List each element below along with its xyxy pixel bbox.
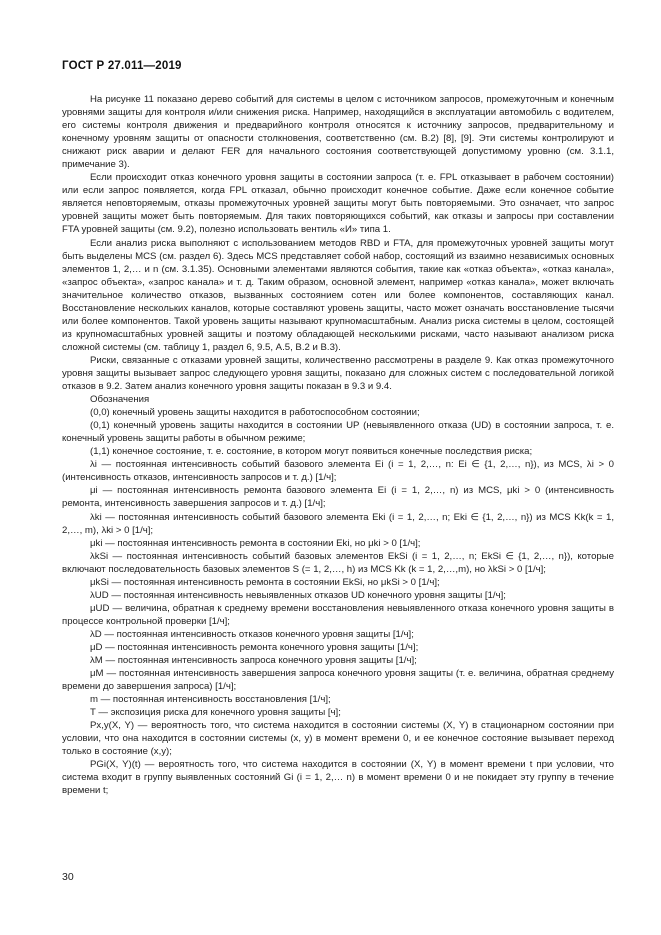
legend-item: μM — постоянная интенсивность завершения запроса конечного уровня защиты (т. е. величина, обратная среднему времени до завершения запроса) [1/ч];: [62, 668, 614, 693]
paragraph: Риски, связанные с отказами уровней защиты, количественно рассмотрены в разделе 9. Как отказ промежуточного уровня защиты вызывает запрос следующего уровня защиты, показано для сложных систем с последовательной логикой отказов в 9.2. Затем анализ конечного уровня защиты показан в 9.3 и 9.4.: [62, 354, 614, 393]
legend-item: (0,1) конечный уровень защиты находится в состоянии UP (невыявленного отказа (UD) в состоянии запроса, т. е. конечный уровень защиты работы в обычном режиме;: [62, 420, 614, 445]
legend-item: PGi(X, Y)(t) — вероятность того, что система находится в состоянии (X, Y) в момент времени t при условии, что система входит в группу выявленных состояний Gi (i = 1, 2,… n) в момент времени 0 и не покидает эту группу в течение времени t;: [62, 759, 614, 797]
legend-item: μD — постоянная интенсивность ремонта конечного уровня защиты [1/ч];: [90, 641, 419, 653]
paragraph: Если происходит отказ конечного уровня защиты в состоянии запроса (т. е. FPL отказывает в рабочем состоянии) или если запрос появляется, когда FPL отказал, обычно происходит конечное событие. Даже если конечное событие является неповторяемым, отказы промежуточных уровней защиты могут быть повторяемыми. Это означает, что запрос уровней защиты может быть повторяемым. Для таких повторяющихся событий, как отказы и запросы при составлении FTA уровней защиты (см. 9.2), полезно использовать вентиль «И» типа 1.: [62, 172, 614, 236]
legend-item: μi — постоянная интенсивность ремонта базового элемента Ei (i = 1, 2,…, n) из MCS, μki > 0 (интенсивность ремонта, интенсивность завершения запросов и т. д.) [1/ч];: [62, 485, 614, 510]
document-header: ГОСТ Р 27.011—2019: [62, 60, 182, 72]
document-body: [62, 93, 614, 798]
legend-heading: Обозначения: [90, 394, 150, 406]
legend-item: λki — постоянная интенсивность событий базового элемента Eki (i = 1, 2,…, n; Eki ∈ {1, 2,…, n}) из MCS Kk(k = 1, 2,…, m), λki > 0 [1/ч];: [62, 511, 614, 536]
legend-item: m — постоянная интенсивность восстановления [1/ч];: [90, 694, 331, 706]
legend-item: (0,0) конечный уровень защиты находится в работоспособном состоянии;: [90, 407, 420, 419]
legend-item: μUD — величина, обратная к среднему времени восстановления невыявленного отказа конечного уровня защиты в процессе контрольной проверки [1/ч];: [62, 602, 614, 627]
legend-item: λUD — постоянная интенсивность невыявленных отказов UD конечного уровня защиты [1/ч];: [90, 589, 506, 601]
legend-item: T — экспозиция риска для конечного уровня защиты [ч];: [90, 707, 341, 719]
legend-item: (1,1) конечное состояние, т. е. состояние, в котором могут появиться конечные последствия риска;: [90, 446, 533, 458]
legend-item: Px,y(X, Y) — вероятность того, что система находится в состоянии системы (X, Y) в стационарном состоянии при условии, что она находится в состоянии системы (x, y) в момент времени 0, и ее конечное состояние вызывает переход только в состояние (x,y);: [62, 720, 614, 758]
legend-item: λkSi — постоянная интенсивность событий базовых элементов EkSi (i = 1, 2,…, n; EkSi ∈ {1, 2,…, n}), которые включают последовательность базовых элементов S (= 1, 2,…, h) из MCS Kk (k = 1, 2,…,m), но λkSi > 0 [1/ч];: [62, 550, 614, 575]
page-number: 30: [62, 871, 74, 883]
paragraph: На рисунке 11 показано дерево событий для системы в целом с источником запросов, промежуточным и конечным уровнями защиты для контроля и/или снижения риска. Например, находящийся в эксплуатации автомобиль с водителем, его системы контроля движения и предварийного контроля относятся к источнику запросов, предварительному и конечному уровням защиты от опасности столкновения, соответственно (см. В.2) [8], [9]. Эти системы контролируют и снижают риск аварии и делают FER для начального состояния соответствующей допустимому уровню (см. 3.1.1, примечание 3).: [62, 94, 614, 171]
legend-item: λM — постоянная интенсивность запроса конечного уровня защиты [1/ч];: [90, 655, 417, 667]
legend-item: λi — постоянная интенсивность событий базового элемента Ei (i = 1, 2,…, n: Ei ∈ {1, 2,…, n}), из MCS, λi > 0 (интенсивность отказов, интенсивность запросов и т. д.) [1/ч];: [62, 459, 614, 484]
legend-item: λD — постоянная интенсивность отказов конечного уровня защиты [1/ч];: [90, 628, 414, 640]
legend-item: μki — постоянная интенсивность ремонта в состоянии Eki, но μki > 0 [1/ч];: [90, 537, 421, 549]
paragraph: Если анализ риска выполняют с использованием методов RBD и FTA, для промежуточных уровней защиты могут быть выделены MCS (см. раздел 6). Здесь MCS представляет собой набор, состоящий из взаимно независимых основных элементов 1, 2,… и n (см. 3.1.35). Основными элементами являются события, такие как «отказ объекта», «отказ канала», «запрос объекта», «запрос канала» и т. д. Таким образом, основной элемент, например «отказ канала», может включать значительное количество отказов, вызванных состоянием сотен или более компонентов, составляющих канал. Восстановление нескольких каналов, которые составляют уровень защиты, часто может означать восстановление тысячи или более компонентов. Такой уровень защиты называют крупномасштабным. Анализ риска системы в целом, состоящей из крупномасштабных уровней защиты и поэтому обладающей несколькими рисками, часто называют анализом риска сложной системы (см. таблицу 1, раздел 6, 9.5, А.5, В.2 и В.3).: [62, 237, 614, 353]
legend-item: μkSi — постоянная интенсивность ремонта в состоянии EkSi, но μkSi > 0 [1/ч];: [90, 576, 440, 588]
